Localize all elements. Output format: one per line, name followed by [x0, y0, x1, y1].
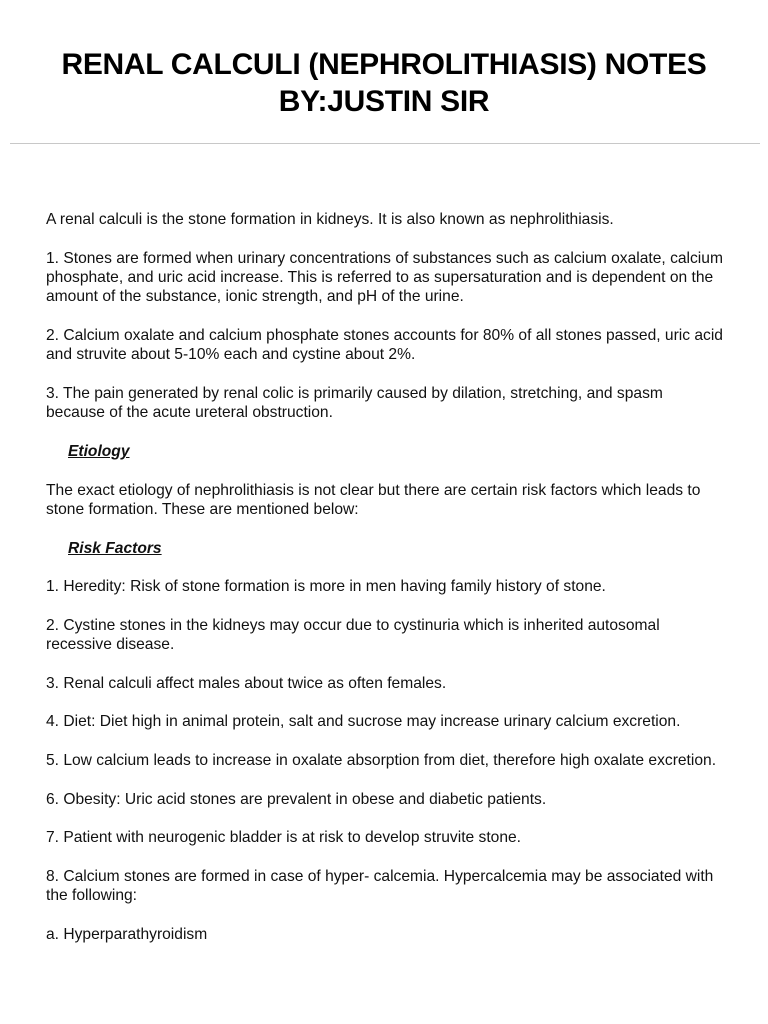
title-line-1: RENAL CALCULI (NEPHROLITHIASIS) NOTES: [61, 48, 707, 81]
etiology-heading-text: Etiology: [68, 443, 130, 460]
risk-factor-item: 5. Low calcium leads to increase in oxalate absorption from diet, therefore high oxalate excretion.: [46, 751, 717, 769]
document-body: [46, 210, 724, 963]
risk-factor-item: 4. Diet: Diet high in animal protein, salt and sucrose may increase urinary calcium excretion.: [46, 713, 681, 731]
risk-factor-item: 7. Patient with neurogenic bladder is at risk to develop struvite stone.: [46, 829, 522, 847]
document-title: [0, 0, 768, 120]
risk-factor-item: a. Hyperparathyroidism: [46, 925, 208, 943]
risk-factor-item: 8. Calcium stones are formed in case of hyper- calcemia. Hypercalcemia may be associated with the following:: [46, 867, 714, 905]
risk-factor-item: 6. Obesity: Uric acid stones are prevalent in obese and diabetic patients.: [46, 790, 547, 808]
point-paragraph: 1. Stones are formed when urinary concentrations of substances such as calcium oxalate, calcium phosphate, and uric acid increase. This is referred to as supersaturation and is dependent on the amount of the substance, ionic strength, and pH of the urine.: [46, 249, 723, 306]
risk-factors-heading: [46, 539, 724, 558]
risk-factor-item: 2. Cystine stones in the kidneys may occur due to cystinuria which is inherited autosomal recessive disease.: [46, 616, 660, 654]
etiology-heading: [46, 442, 724, 461]
risk-factor-item: 1. Heredity: Risk of stone formation is more in men having family history of stone.: [46, 578, 606, 596]
etiology-paragraph: The exact etiology of nephrolithiasis is not clear but there are certain risk factors which leads to stone formation. These are mentioned below:: [46, 481, 701, 518]
point-paragraph: 2. Calcium oxalate and calcium phosphate stones accounts for 80% of all stones passed, uric acid and struvite about 5-10% each and cystine about 2%.: [46, 327, 723, 364]
title-line-2: BY:JUSTIN SIR: [278, 85, 490, 118]
point-paragraph: 3. The pain generated by renal colic is primarily caused by dilation, stretching, and spasm because of the acute ureteral obstruction.: [46, 385, 663, 422]
risk-factor-item: 3. Renal calculi affect males about twice as often females.: [46, 674, 447, 692]
title-divider: [10, 143, 760, 144]
risk-factors-heading-text: Risk Factors: [68, 539, 162, 557]
intro-paragraph: A renal calculi is the stone formation in kidneys. It is also known as nephrolithiasis.: [46, 211, 614, 228]
